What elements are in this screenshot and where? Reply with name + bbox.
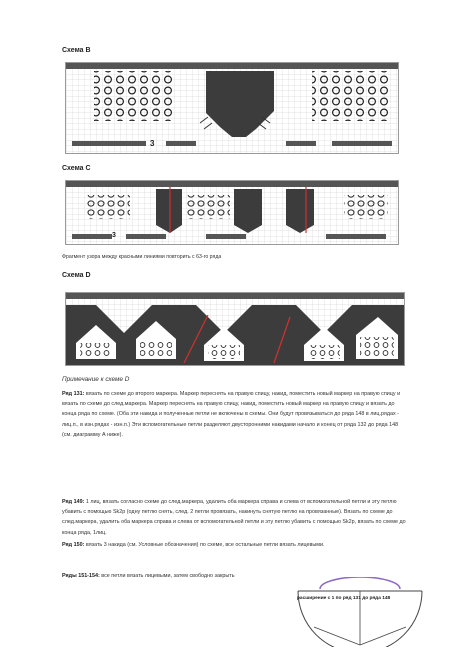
scheme-b-chart — [65, 62, 399, 154]
scheme-c-title: Схема С — [62, 165, 91, 172]
scheme-d-title: Схема D — [62, 272, 91, 279]
paragraph-text: все петли вязать лицевыми, затем свободно закрыть — [99, 573, 235, 579]
paragraph-label: Ряд 150: — [62, 542, 85, 548]
paragraph-text: 1 лиц, вязать согласно схеме до след.маркера, удалить оба маркера справа и слева от вспомогательной петли и эту петлю убавить с помощью Sk2p (одну петлю снять, след. 2 петли провязать, накинуть снятую петлю на провязанные). Вязать по схеме до след.маркера, удалить оба маркера справа и слева от вспомогательной петли и эту петлю убавить с помощью Sk2p, вязать по схеме до конца ряда, 1лиц. — [62, 499, 406, 536]
scheme-d-chart — [65, 292, 405, 366]
scheme-c-chart — [65, 180, 399, 245]
paragraph-text: вязать по схеме до второго маркера. Маркер переснять на правую спицу, накид, поместить новый маркер на правую спицу и вязать по схеме до след.маркера. Маркер переснять на правую спицу, накид, поместить новый маркер на правую спицу и вязать до конца ряда по схеме. (Оба эти накида и полученные петли не включены в схемы. Они будут провязываться до ряда 148 в лиц.рядах - лиц.п., в изн.рядах - изн.п.) Эти вспомогательные петли разделяют двусторонними накидами начало и конец от ряда 132 до ряда 148 (см. диаграмму А ниже). — [62, 391, 401, 438]
paragraph-label: Ряд 149: — [62, 499, 85, 505]
paragraph-row-131 — [62, 389, 406, 440]
paragraph-row-150 — [62, 540, 406, 550]
diagram-a — [290, 577, 430, 647]
diagram-label: расширение с 1 по ряд 131 до ряда 148 — [297, 596, 391, 601]
scheme-b-marker: 3 — [150, 139, 155, 148]
paragraph-label: Ряды 151-154: — [62, 573, 100, 579]
scheme-c-marker: 3 — [112, 232, 116, 239]
fragment-caption: Фрагмент узора между красными линиями повторить с 63-го ряда — [62, 254, 222, 260]
paragraph-row-149 — [62, 497, 406, 538]
scheme-d-grid — [66, 293, 404, 365]
note-title: Примечание к схеме D — [62, 376, 130, 383]
paragraph-label: Ряд 131: — [62, 391, 85, 397]
scheme-b-grid — [66, 63, 398, 153]
paragraph-text: вязать 3 накида (см. Условные обозначения) по схеме, все остальные петли вязать лицевыми. — [84, 542, 325, 548]
scheme-b-title: Схема В — [62, 47, 91, 54]
